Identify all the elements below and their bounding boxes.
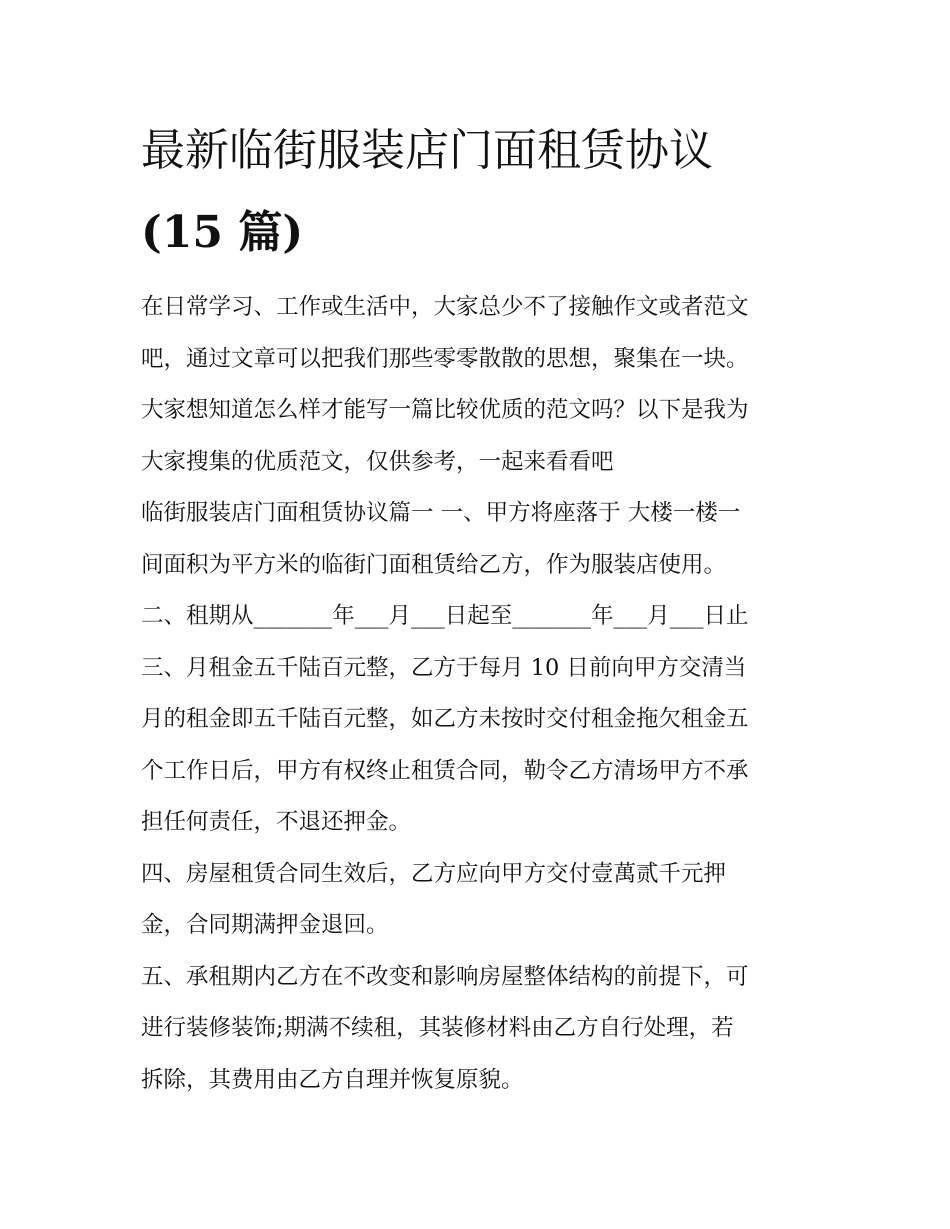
clause-1-paragraph xyxy=(141,488,816,591)
text-line: 吧，通过文章可以把我们那些零零散散的思想，聚集在一块。 xyxy=(141,345,749,372)
document-content xyxy=(141,110,816,1106)
document-body xyxy=(141,282,816,1106)
text-line: 三、月租金五千陆百元整，乙方于每月 10 日前向甲方交清当 xyxy=(141,654,747,681)
document-title xyxy=(141,110,816,274)
text-line: 担任何责任，不退还押金。 xyxy=(141,809,412,835)
text-line: 进行装修装饰;期满不续租，其装修材料由乙方自行处理，若 xyxy=(141,1015,734,1041)
text-line: 大家想知道怎么样才能写一篇比较优质的范文吗？以下是我为 xyxy=(141,397,749,423)
clause-5-paragraph xyxy=(141,952,816,1107)
clause-3-paragraph xyxy=(141,643,816,849)
text-line: 二、租期从_______年___月___日起至_______年___月___日止 xyxy=(141,603,749,629)
text-line: 拆除，其费用由乙方自理并恢复原貌。 xyxy=(141,1066,524,1093)
text-line: 金，合同期满押金退回。 xyxy=(141,912,389,938)
intro-paragraph xyxy=(141,282,816,488)
title-line-2: (15 篇) xyxy=(141,207,304,258)
clause-2-paragraph xyxy=(141,591,816,643)
text-line: 间面积为平方米的临街门面租赁给乙方，作为服装店使用。 xyxy=(141,551,727,578)
title-line-1: 最新临街服装店门面租赁协议 xyxy=(141,125,713,176)
clause-4-paragraph xyxy=(141,849,816,952)
text-line: 大家搜集的优质范文，仅供参考，一起来看看吧 xyxy=(141,448,614,475)
text-line: 五、承租期内乙方在不改变和影响房屋整体结构的前提下，可 xyxy=(141,963,749,990)
text-line: 个工作日后，甲方有权终止租赁合同，勒令乙方清场甲方不承 xyxy=(141,757,749,784)
text-line: 月的租金即五千陆百元整，如乙方未按时交付租金拖欠租金五 xyxy=(141,706,749,732)
text-line: 临街服装店门面租赁协议篇一 一、甲方将座落于 大楼一楼一 xyxy=(141,500,741,526)
text-line: 四、房屋租赁合同生效后，乙方应向甲方交付壹萬贰千元押 xyxy=(141,860,727,887)
text-line: 在日常学习、工作或生活中，大家总少不了接触作文或者范文 xyxy=(141,294,749,320)
